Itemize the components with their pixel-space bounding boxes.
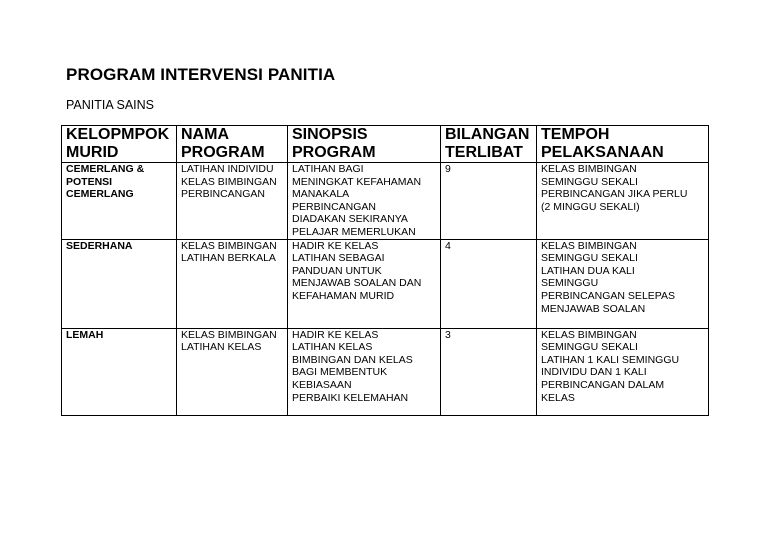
cell-sinopsis: LATIHAN BAGI MENINGKAT KEFAHAMAN MANAKALA PERBINCANGAN DIADAKAN SEKIRANYA PELAJAR MEMERLUKAN: [288, 163, 441, 240]
table-header-row: [62, 126, 709, 163]
cell-bilangan: 9: [441, 163, 537, 240]
cell-sinopsis: HADIR KE KELAS LATIHAN SEBAGAI PANDUAN UNTUK MENJAWAB SOALAN DAN KEFAHAMAN MURID: [288, 239, 441, 328]
cell-bilangan: 3: [441, 328, 537, 415]
page-subtitle: PANITIA SAINS: [66, 98, 154, 112]
cell-program: KELAS BIMBINGAN LATIHAN BERKALA: [177, 239, 288, 328]
header-sinopsis-program: SINOPSIS PROGRAM: [288, 126, 441, 163]
cell-bilangan: 4: [441, 239, 537, 328]
cell-tempoh: KELAS BIMBINGAN SEMINGGU SEKALI PERBINCANGAN JIKA PERLU (2 MINGGU SEKALI): [537, 163, 709, 240]
header-tempoh-pelaksanaan: TEMPOH PELAKSANAAN: [537, 126, 709, 163]
page-title: PROGRAM INTERVENSI PANITIA: [66, 65, 336, 84]
cell-program: LATIHAN INDIVIDU KELAS BIMBINGAN PERBINCANGAN: [177, 163, 288, 240]
cell-kumpulan: LEMAH: [62, 328, 177, 415]
table-row: [62, 239, 709, 328]
table-row: [62, 328, 709, 415]
header-bilangan-terlibat: BILANGAN TERLIBAT: [441, 126, 537, 163]
cell-tempoh: KELAS BIMBINGAN SEMINGGU SEKALI LATIHAN DUA KALI SEMINGGU PERBINCANGAN SELEPAS MENJAWAB SOALAN: [537, 239, 709, 328]
header-kumpulan-murid: KELOPMPOK MURID: [62, 126, 177, 163]
cell-tempoh: KELAS BIMBINGAN SEMINGGU SEKALI LATIHAN 1 KALI SEMINGGU INDIVIDU DAN 1 KALI PERBINCANGAN DALAM KELAS: [537, 328, 709, 415]
header-nama-program: NAMA PROGRAM: [177, 126, 288, 163]
intervention-table: [61, 125, 709, 416]
cell-kumpulan: CEMERLANG & POTENSI CEMERLANG: [62, 163, 177, 240]
cell-kumpulan: SEDERHANA: [62, 239, 177, 328]
cell-program: KELAS BIMBINGAN LATIHAN KELAS: [177, 328, 288, 415]
table-row: [62, 163, 709, 240]
cell-sinopsis: HADIR KE KELAS LATIHAN KELAS BIMBINGAN DAN KELAS BAGI MEMBENTUK KEBIASAAN PERBAIKI KELEMAHAN: [288, 328, 441, 415]
